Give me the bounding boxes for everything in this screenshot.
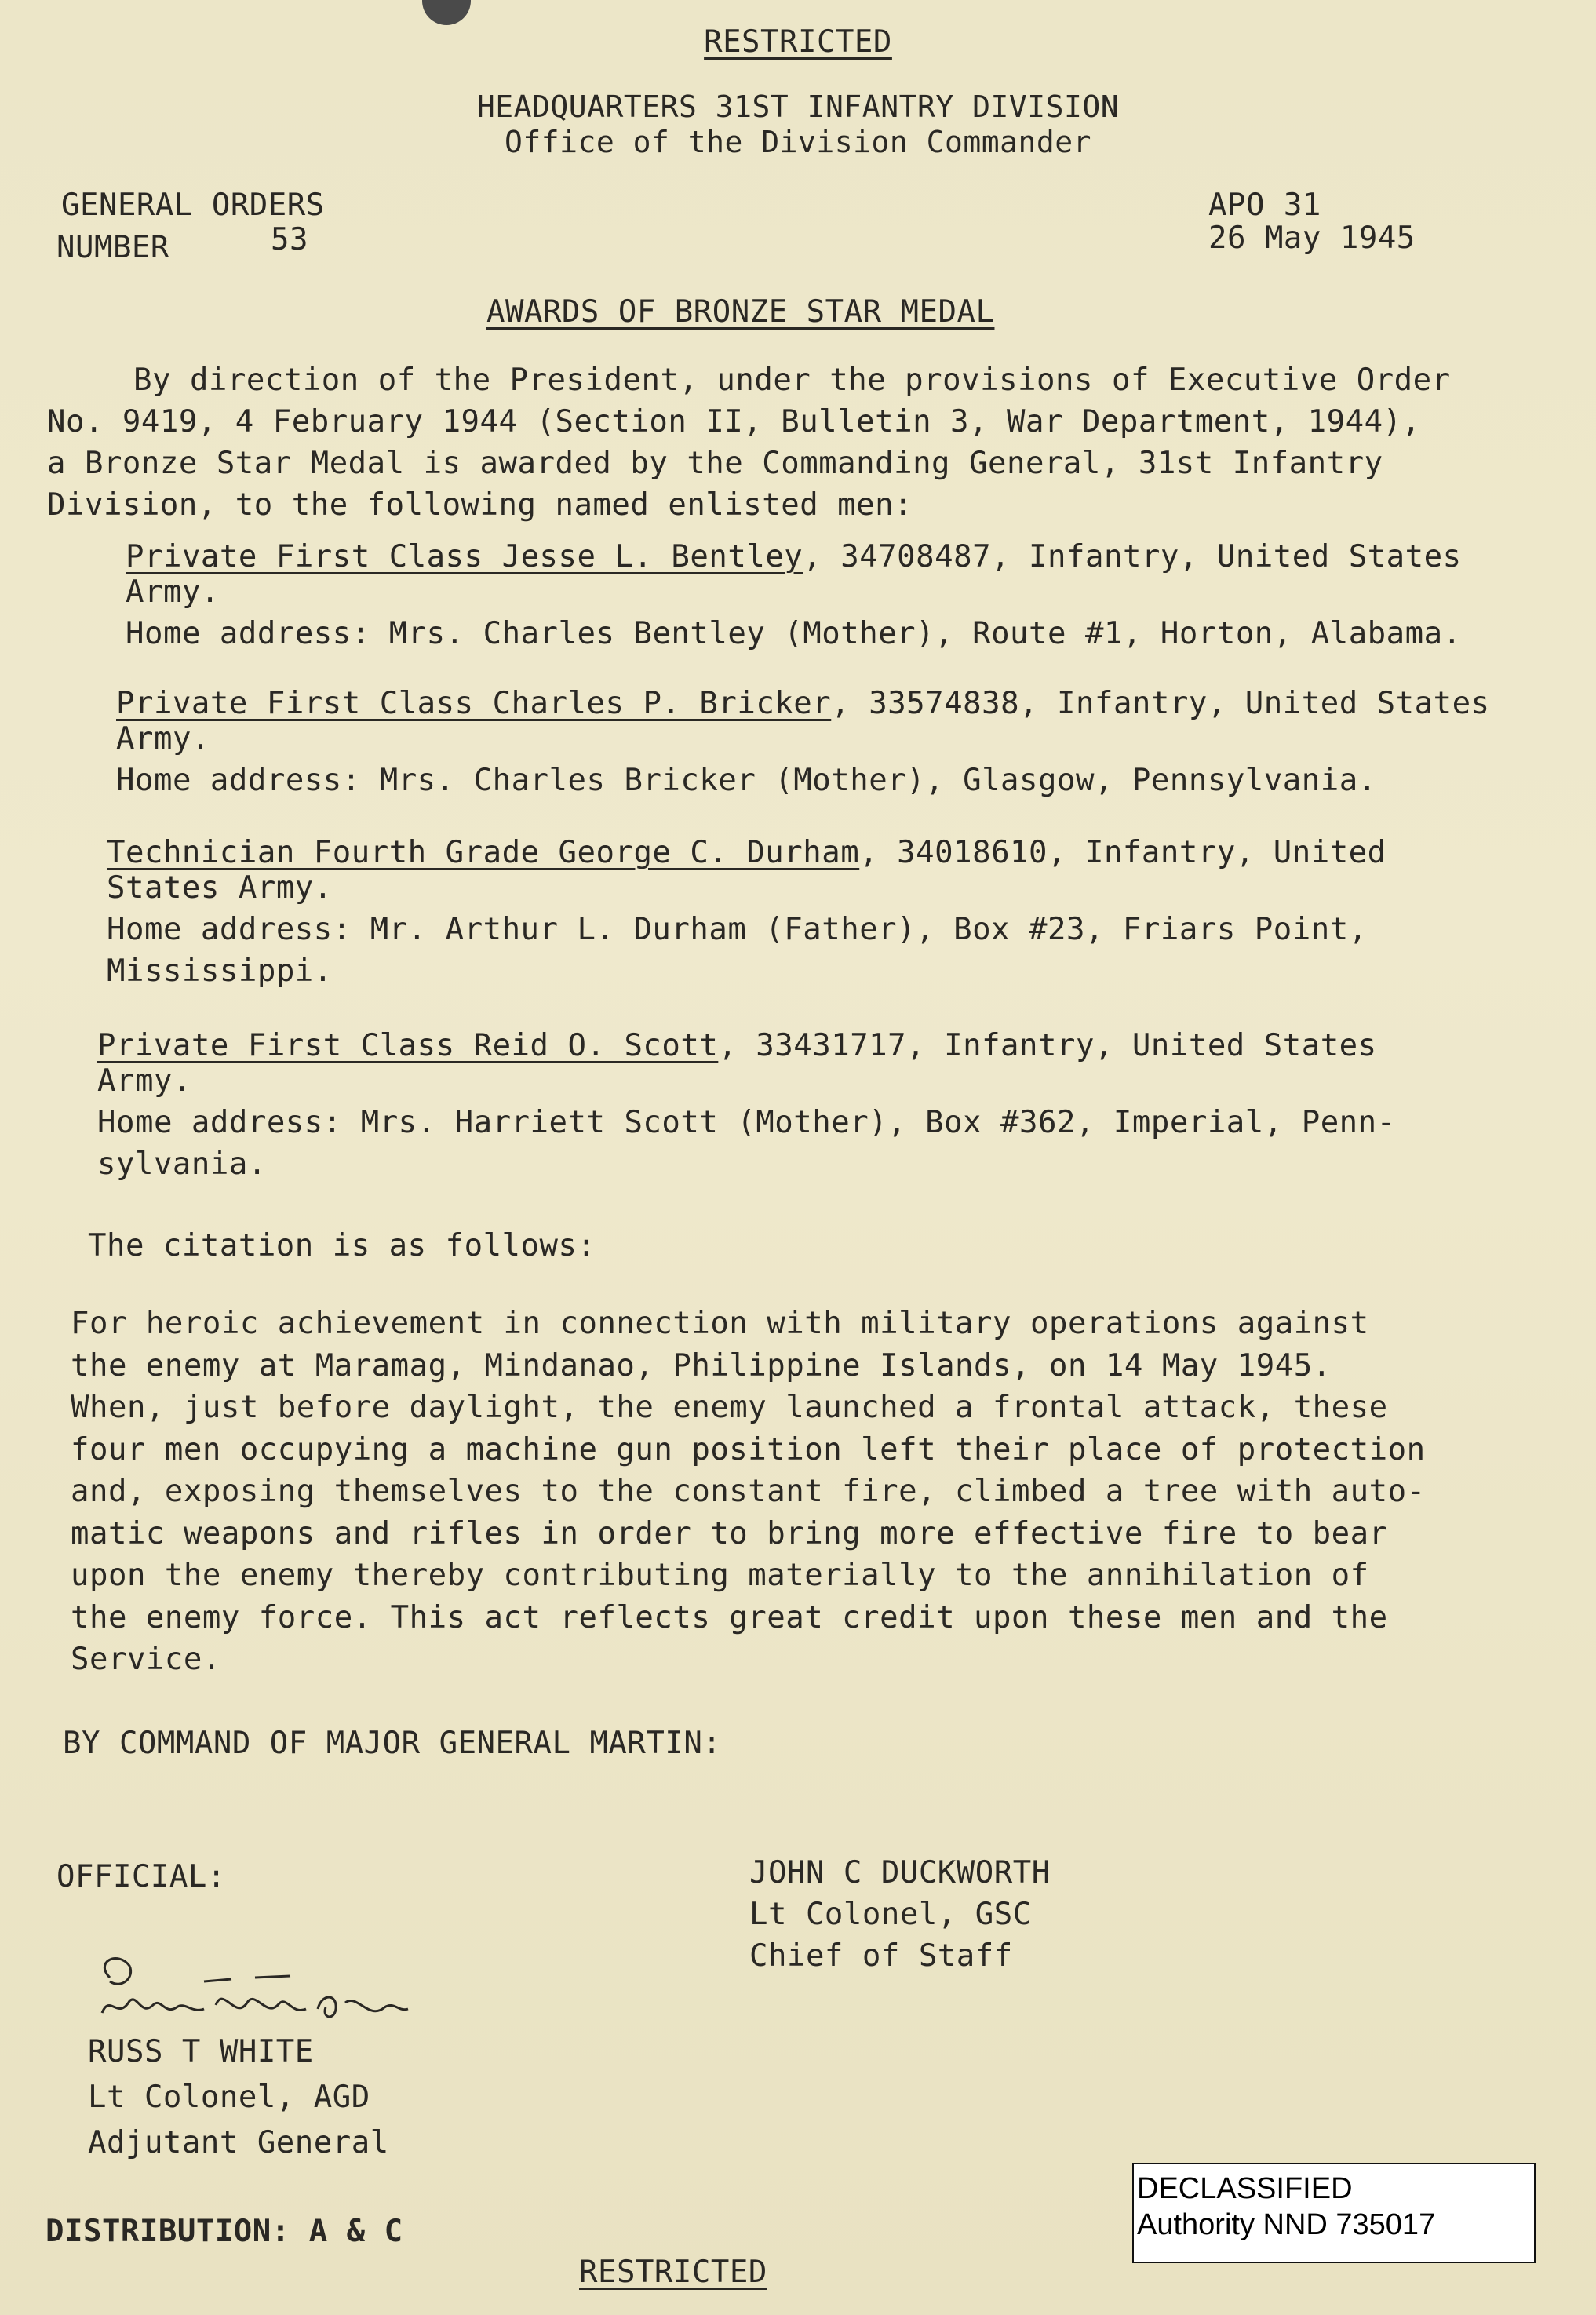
signatory-name: JOHN C DUCKWORTH (749, 1855, 1051, 1890)
apo: APO 31 (1208, 188, 1321, 223)
classification-top: RESTRICTED (704, 24, 892, 60)
recipient-address-cont: sylvania. (97, 1147, 267, 1182)
citation-line: For heroic achievement in connection with military operations against (71, 1306, 1369, 1341)
citation-line: Service. (71, 1642, 221, 1677)
recipient-branch: Army. (126, 574, 220, 610)
recipient-branch: Army. (116, 721, 210, 756)
official-label: OFFICIAL: (56, 1859, 226, 1894)
recipient-entry (97, 1025, 1396, 1185)
document-title: AWARDS OF BRONZE STAR MEDAL (486, 294, 995, 330)
recipient-name: Private First Class Jesse L. Bentley (126, 539, 803, 574)
signature-block-adjutant (88, 2029, 389, 2166)
intro-line: a Bronze Star Medal is awarded by the Commanding General, 31st Infantry (47, 446, 1383, 481)
recipient-name: Technician Fourth Grade George C. Durham (107, 835, 860, 870)
recipient-entry (126, 536, 1462, 654)
order-date: 26 May 1945 (1208, 221, 1416, 256)
intro-paragraph (47, 359, 1451, 526)
recipient-address: Home address: Mr. Arthur L. Durham (Father), Box #23, Friars Point, (107, 912, 1368, 947)
citation-line: matic weapons and rifles in order to bring more effective fire to bear (71, 1515, 1388, 1551)
intro-line: By direction of the President, under the provisions of Executive Order (133, 363, 1451, 398)
recipient-address: Home address: Mrs. Charles Bentley (Mother), Route #1, Horton, Alabama. (126, 616, 1462, 651)
citation-intro: The citation is as follows: (88, 1228, 596, 1263)
recipient-address: Home address: Mrs. Harriett Scott (Mother), Box #362, Imperial, Penn- (97, 1105, 1396, 1140)
office-heading: Office of the Division Commander (504, 125, 1092, 159)
number-label: NUMBER (56, 230, 169, 265)
recipient-name: Private First Class Charles P. Bricker (116, 686, 832, 721)
recipient-serial: , 34018610, Infantry, United (859, 835, 1386, 870)
citation-line: four men occupying a machine gun position left their place of protection (71, 1431, 1426, 1467)
recipient-serial: , 33431717, Infantry, United States (718, 1028, 1377, 1063)
official-title: Adjutant General (88, 2125, 389, 2160)
unit-heading: HEADQUARTERS 31ST INFANTRY DIVISION (476, 89, 1120, 124)
recipient-entry (116, 683, 1490, 801)
recipient-serial: , 33574838, Infantry, United States (831, 686, 1490, 721)
intro-line: Division, to the following named enlisted men: (47, 487, 913, 523)
recipient-entry (107, 832, 1386, 992)
citation-line: the enemy at Maramag, Mindanao, Philippine Islands, on 14 May 1945. (71, 1347, 1332, 1384)
citation-paragraph (71, 1303, 1426, 1681)
recipient-address: Home address: Mrs. Charles Bricker (Mother), Glasgow, Pennsylvania. (116, 763, 1377, 798)
general-orders-label: GENERAL ORDERS (61, 188, 325, 223)
distribution: DISTRIBUTION: A & C (46, 2214, 403, 2249)
command-line: BY COMMAND OF MAJOR GENERAL MARTIN: (63, 1726, 722, 1761)
recipient-name: Private First Class Reid O. Scott (97, 1028, 719, 1063)
official-name: RUSS T WHITE (88, 2034, 314, 2069)
intro-line: No. 9419, 4 February 1944 (Section II, Bulletin 3, War Department, 1944), (47, 404, 1421, 439)
handwritten-signature (86, 1946, 416, 2032)
citation-line: When, just before daylight, the enemy launched a frontal attack, these (71, 1390, 1388, 1425)
declassified-stamp (1132, 2163, 1536, 2263)
signatory-title: Chief of Staff (749, 1938, 1013, 1974)
stamp-authority: Authority NND 735017 (1137, 2208, 1436, 2241)
signatory-rank: Lt Colonel, GSC (749, 1897, 1032, 1932)
citation-line: the enemy force. This act reflects great credit upon these men and the (71, 1599, 1388, 1635)
classification-bottom: RESTRICTED (579, 2255, 767, 2290)
stamp-line: DECLASSIFIED (1137, 2172, 1353, 2205)
recipient-branch: Army. (97, 1063, 191, 1099)
official-rank: Lt Colonel, AGD (88, 2080, 370, 2115)
signature-block-chief-of-staff (749, 1852, 1051, 1977)
recipient-serial: , 34708487, Infantry, United States (803, 539, 1462, 574)
recipient-address-cont: Mississippi. (107, 953, 333, 989)
citation-line: upon the enemy thereby contributing materially to the annihilation of (71, 1558, 1369, 1593)
citation-line: and, exposing themselves to the constant fire, climbed a tree with auto- (71, 1474, 1426, 1509)
recipient-branch: States Army. (107, 870, 333, 906)
order-number: 53 (271, 222, 308, 257)
